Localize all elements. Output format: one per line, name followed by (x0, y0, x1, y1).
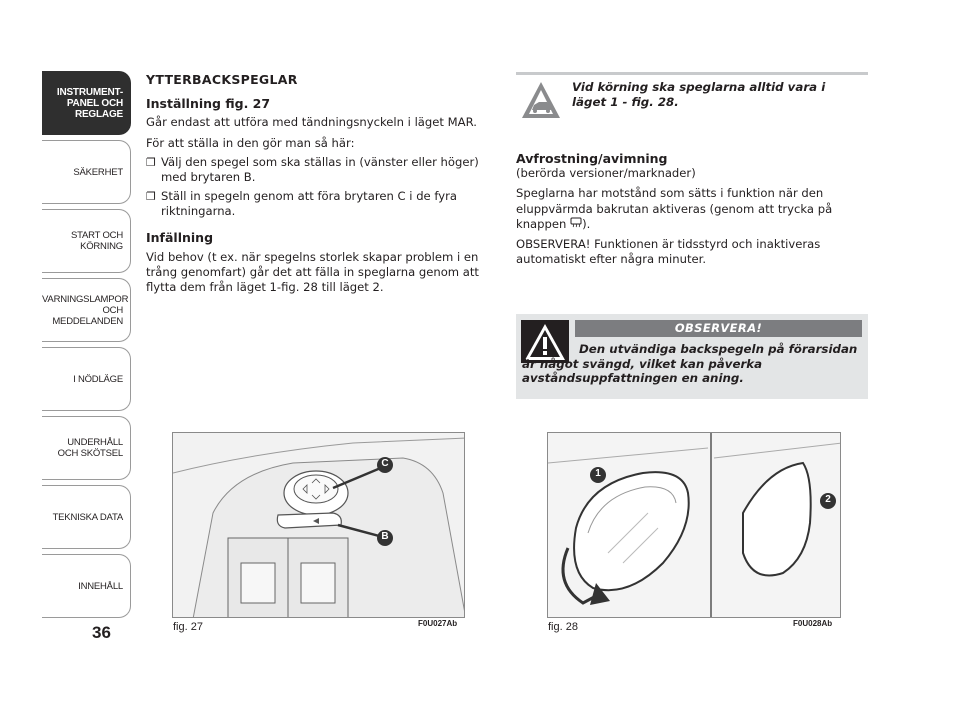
figure-27-code: F0U027Ab (418, 619, 458, 628)
note-rule (516, 72, 868, 75)
car-warning-icon (520, 80, 562, 120)
left-column (146, 72, 498, 295)
checkbox-bullet-icon: ❐ (146, 155, 156, 169)
adjust-heading: Inställning fig. 27 (146, 96, 271, 112)
defrost-paragraph-1: Speglarna har motstånd som sätts i funktion när den eluppvärmda bakrutan aktiveras (genom att trycka på knappen ). (516, 186, 833, 231)
list-item: ❐ Välj den spegel som ska ställas in (vänster eller höger) med brytaren B. (146, 154, 479, 185)
checkbox-bullet-icon: ❐ (146, 190, 156, 204)
page-number: 36 (92, 623, 111, 642)
tab-instrument-panel[interactable]: INSTRUMENT- PANEL OCH REGLAGE (42, 71, 131, 135)
defrost-section (516, 151, 868, 268)
tab-safety[interactable]: SÄKERHET (42, 140, 131, 204)
tab-emergency[interactable]: I NÖDLÄGE (42, 347, 131, 411)
list-item: ❐ Ställ in spegeln genom att föra brytaren C i de fyra riktningarna. (146, 189, 457, 219)
rear-defrost-icon (570, 217, 582, 232)
fold-paragraph: Vid behov (t ex. när spegelns storlek skapar problem i en trång genomfart) går det att fälla in speglarna genom att flytta dem från läget 1-fig. 28 till läget 2. (146, 249, 479, 295)
figure-label-c: C (381, 458, 389, 469)
figure-28-caption: fig. 28 (548, 621, 578, 633)
tab-technical-data[interactable]: TEKNISKA DATA (42, 485, 131, 549)
tab-contents[interactable]: INNEHÅLL (42, 554, 131, 618)
fold-heading: Infällning (146, 229, 214, 245)
defrost-paragraph-2: OBSERVERA! Funktionen är tidsstyrd och inaktiveras automatiskt efter några minuter. (516, 237, 821, 267)
tab-warning-lights[interactable]: VARNINGSLAMPOR OCH MEDDELANDEN (42, 278, 131, 342)
tab-start-driving[interactable]: START OCH KÖRNING (42, 209, 131, 273)
section-title: YTTERBACKSPEGLAR (146, 72, 298, 87)
adjust-paragraph-2: För att ställa in den gör man så här: (146, 135, 355, 150)
adjust-paragraph-1: Går endast att utföra med tändningsnyckeln i läget MAR. (146, 115, 477, 130)
defrost-heading: Avfrostning/avimning (516, 151, 668, 166)
driving-note: Vid körning ska speglarna alltid vara i läget 1 - fig. 28. (572, 80, 826, 109)
figure-label-2: 2 (825, 494, 831, 505)
warning-text: Den utvändiga backspegeln på förarsidan är något svängd, vilket kan påverka avståndsuppfattningen en aning. (522, 342, 858, 386)
figure-label-b: B (381, 531, 389, 542)
tab-maintenance[interactable]: UNDERHÅLL OCH SKÖTSEL (42, 416, 131, 480)
defrost-subheading: (berörda versioner/marknader) (516, 166, 696, 181)
figure-28-image (547, 432, 841, 618)
figure-27-caption: fig. 27 (173, 621, 203, 633)
figure-28-code: F0U028Ab (793, 619, 833, 628)
warning-title: OBSERVERA! (575, 320, 862, 337)
figure-label-1: 1 (595, 468, 601, 479)
figure-27-image (172, 432, 465, 618)
